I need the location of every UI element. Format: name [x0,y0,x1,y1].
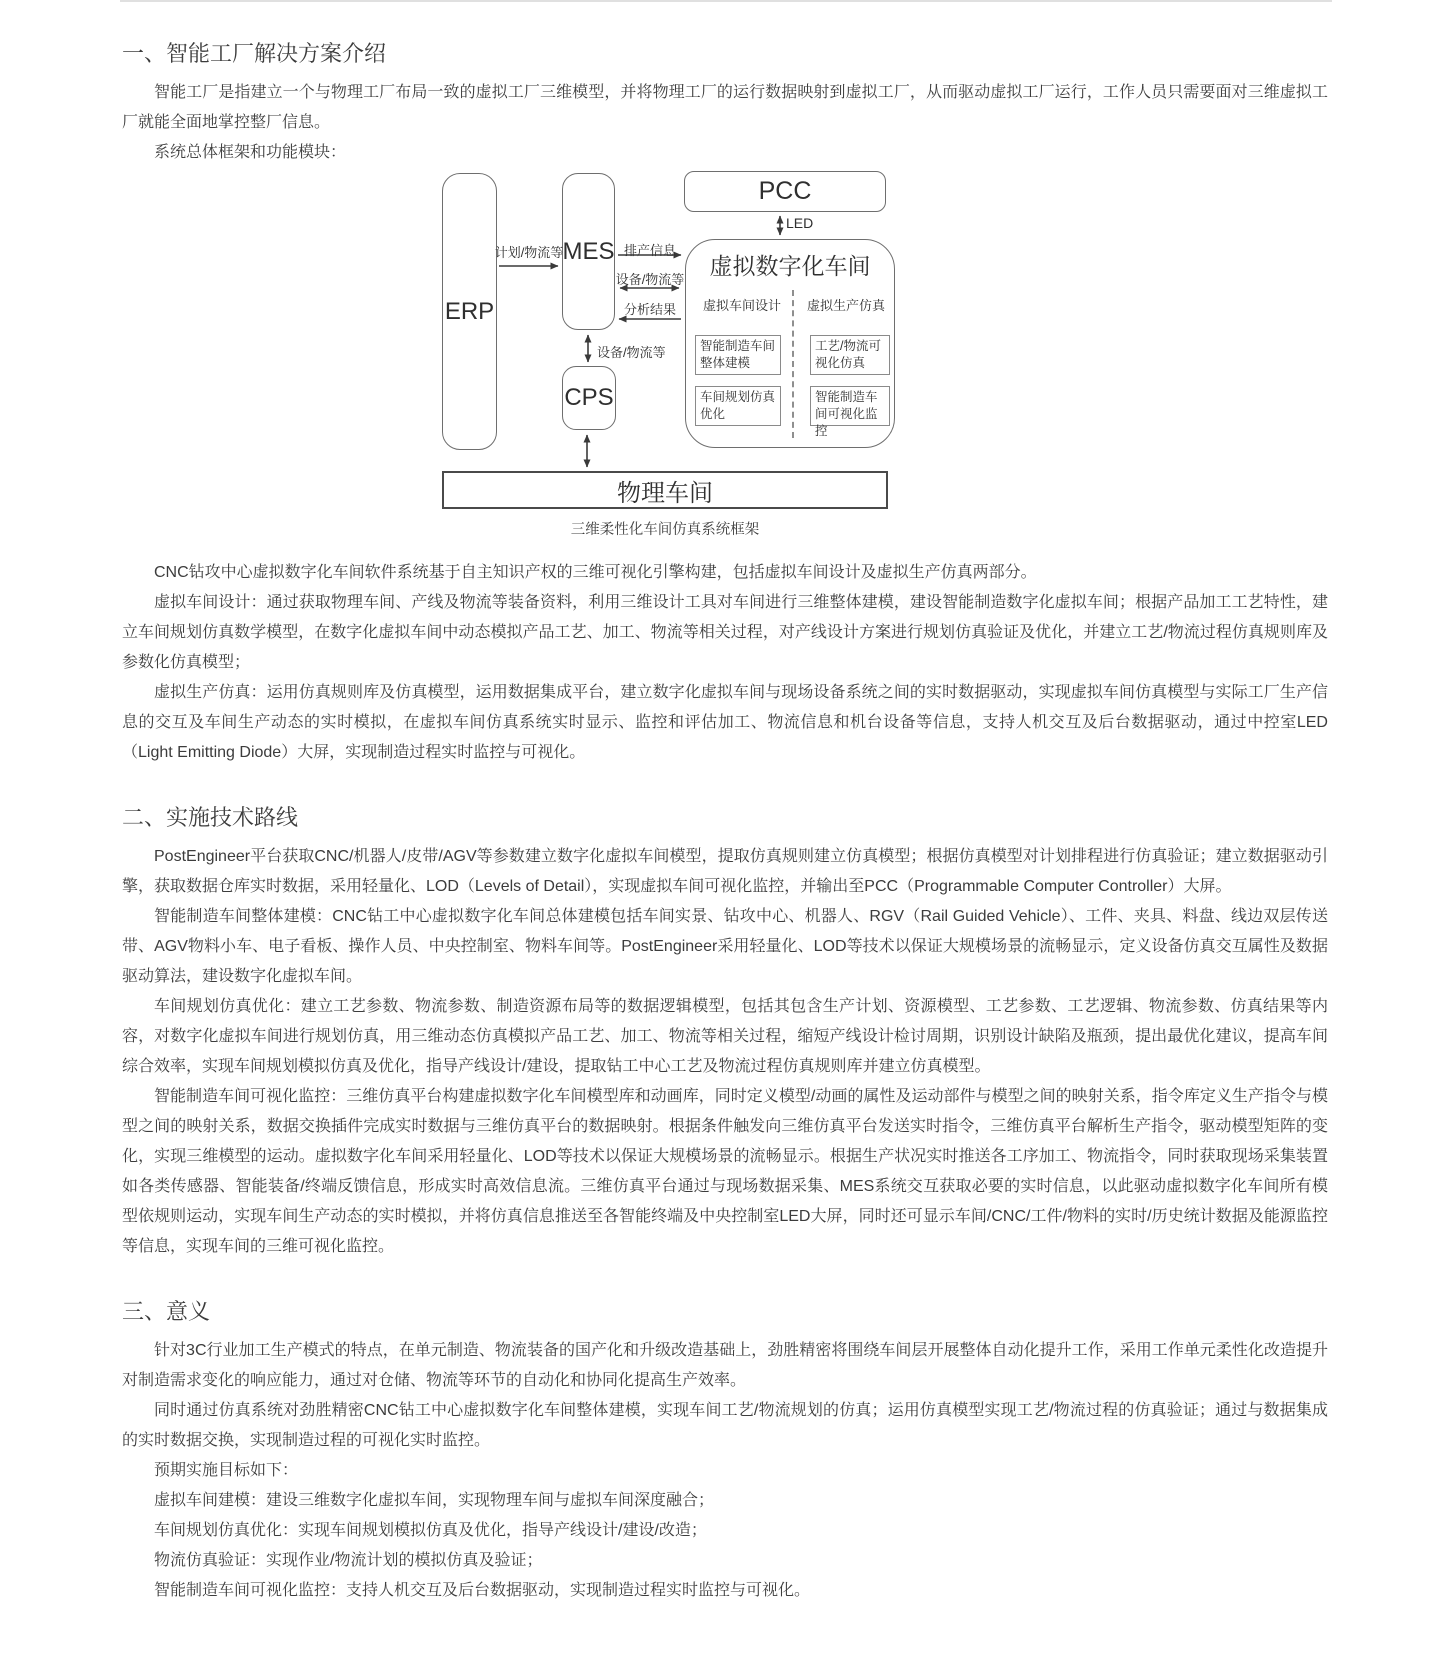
diagram-node-mes: MES [562,173,615,330]
diagram-caption: 三维柔性化车间仿真系统框架 [570,522,760,538]
document-content [122,0,1328,1606]
diagram-node-pcc: PCC [684,171,886,212]
module-process-visual-sim: 工艺/物流可视化仿真 [810,335,890,375]
paragraph: 智能制造车间整体建模：CNC钻工中心虚拟数字化车间总体建模包括车间实景、钻攻中心、机器人、RGV（Rail Guided Vehicle）、工件、夹具、料盘、线边双层传送带、AGV物料小车、电子看板、操作人员、中央控制室、物料车间等。PostEngineer采用轻量化、LOD等技术以保证大规模场景的流畅显示，定义设备仿真交互属性及数据驱动算法，建设数字化虚拟车间。 [122,908,1328,985]
edge-label-equipment-logistics: 设备/物流等 [615,272,685,287]
edge-label-schedule-info: 排产信息 [623,243,676,258]
section-heading-2: 二、实施技术路线 [122,805,299,830]
edge-label-erp-mes: 计划/物流等 [494,245,564,260]
diagram-node-erp: ERP [442,173,497,450]
paragraph: 系统总体框架和功能模块： [154,144,347,161]
module-visual-monitoring: 智能制造车间可视化监控 [810,386,890,426]
module-planning-optimization: 车间规划仿真优化 [695,386,781,426]
paragraph: CNC钻攻中心虚拟数字化车间软件系统基于自主知识产权的三维可视化引擎构建，包括虚拟车间设计及虚拟生产仿真两部分。 [154,564,1037,581]
module-overall-modeling: 智能制造车间整体建模 [695,335,781,375]
paragraph: PostEngineer平台获取CNC/机器人/皮带/AGV等参数建立数字化虚拟车间模型，提取仿真规则建立仿真模型；根据仿真模型对计划排程进行仿真验证；建立数据驱动引擎，获取数据仓库实时数据，采用轻量化、LOD（Levels of Detail），实现虚拟车间可视化监控，并输出至PCC（Programmable Computer Controller）大屏。 [122,848,1328,895]
virtual-simulation-column-label: 虚拟生产仿真 [806,298,885,313]
paragraph: 虚拟生产仿真：运用仿真规则库及仿真模型，运用数据集成平台，建立数字化虚拟车间与现场设备系统之间的实时数据驱动，实现虚拟车间仿真模型与实际工厂生产信息的交互及车间生产动态的实时模拟，在虚拟车间仿真系统实时显示、监控和评估加工、物流信息和机台设备等信息，支持人机交互及后台数据驱动，通过中控室LED（Light Emitting Diode）大屏，实现制造过程实时监控与可视化。 [122,684,1328,761]
diagram-node-cps: CPS [562,366,616,430]
paragraph: 针对3C行业加工生产模式的特点，在单元制造、物流装备的国产化和升级改造基础上，劲胜精密将围绕车间层开展整体自动化提升工作，采用工作单元柔性化改造提升对制造需求变化的响应能力，通过对仓储、物流等环节的自动化和协同化提高生产效率。 [122,1342,1328,1389]
architecture-diagram [122,158,1328,558]
edge-label-led: LED [786,215,814,231]
paragraph: 同时通过仿真系统对劲胜精密CNC钻工中心虚拟数字化车间整体建模，实现车间工艺/物流规划的仿真；运用仿真模型实现工艺/物流过程的仿真验证；通过与数据集成的实时数据交换，实现制造过程的可视化实时监控。 [122,1402,1328,1449]
paragraph: 智能制造车间可视化监控：支持人机交互及后台数据驱动，实现制造过程实时监控与可视化。 [154,1582,811,1599]
paragraph: 车间规划仿真优化：实现车间规划模拟仿真及优化，指导产线设计/建设/改造； [154,1522,707,1539]
edge-label-mes-cps: 设备/物流等 [597,345,666,360]
column-divider [792,290,794,438]
virtual-design-column-label: 虚拟车间设计 [702,298,781,313]
edge-label-analysis-result: 分析结果 [623,302,676,317]
diagram-node-virtual-workshop [685,239,895,448]
paragraph: 预期实施目标如下： [154,1462,299,1479]
paragraph: 虚拟车间建模：建设三维数字化虚拟车间，实现物理车间与虚拟车间深度融合； [154,1492,715,1509]
paragraph: 智能制造车间可视化监控：三维仿真平台构建虚拟数字化车间模型库和动画库，同时定义模型/动画的属性及运动部件与模型之间的映射关系，指令库定义生产指令与模型之间的映射关系，数据交换插件完成实时数据与三维仿真平台的数据映射。根据条件触发向三维仿真平台发送实时指令，三维仿真平台解析生产指令，驱动模型矩阵的变化，实现三维模型的运动。虚拟数字化车间采用轻量化、LOD等技术以保证大规模场景的流畅显示。根据生产状况实时推送各工序加工、物流指令，同时获取现场采集装置如各类传感器、智能装备/终端反馈信息，形成实时高效信息流。三维仿真平台通过与现场数据采集、MES系统交互获取必要的实时信息，以此驱动虚拟数字化车间所有模型依规则运动，实现车间生产动态的实时模拟，并将仿真信息推送至各智能终端及中央控制室LED大屏，同时还可显示车间/CNC/工件/物料的实时/历史统计数据及能源监控等信息，实现车间的三维可视化监控。 [122,1088,1328,1255]
paragraph: 智能工厂是指建立一个与物理工厂布局一致的虚拟工厂三维模型，并将物理工厂的运行数据映射到虚拟工厂，从而驱动虚拟工厂运行，工作人员只需要面对三维虚拟工厂就能全面地掌控整厂信息。 [122,84,1328,131]
paragraph: 车间规划仿真优化：建立工艺参数、物流参数、制造资源布局等的数据逻辑模型，包括其包含生产计划、资源模型、工艺参数、工艺逻辑、物流参数、仿真结果等内容，对数字化虚拟车间进行规划仿真，用三维动态仿真模拟产品工艺、加工、物流等相关过程，缩短产线设计检讨周期，识别设计缺陷及瓶颈，提出最优化建议，提高车间综合效率，实现车间规划模拟仿真及优化，指导产线设计/建设，提取钻工中心工艺及物流过程仿真规则库并建立仿真模型。 [122,998,1328,1075]
virtual-workshop-title: 虚拟数字化车间 [709,253,871,279]
diagram-node-physical-workshop: 物理车间 [442,471,888,509]
section-heading-3: 三、意义 [122,1299,211,1324]
paragraph: 虚拟车间设计：通过获取物理车间、产线及物流等装备资料，利用三维设计工具对车间进行三维整体建模，建设智能制造数字化虚拟车间；根据产品加工工艺特性，建立车间规划仿真数学模型，在数字化虚拟车间中动态模拟产品工艺、加工、物流等相关过程，对产线设计方案进行规划仿真验证及优化，并建立工艺/物流过程仿真规则库及参数化仿真模型； [122,594,1328,671]
paragraph: 物流仿真验证：实现作业/物流计划的模拟仿真及验证； [154,1552,543,1569]
section-heading-1: 一、智能工厂解决方案介绍 [122,41,387,66]
